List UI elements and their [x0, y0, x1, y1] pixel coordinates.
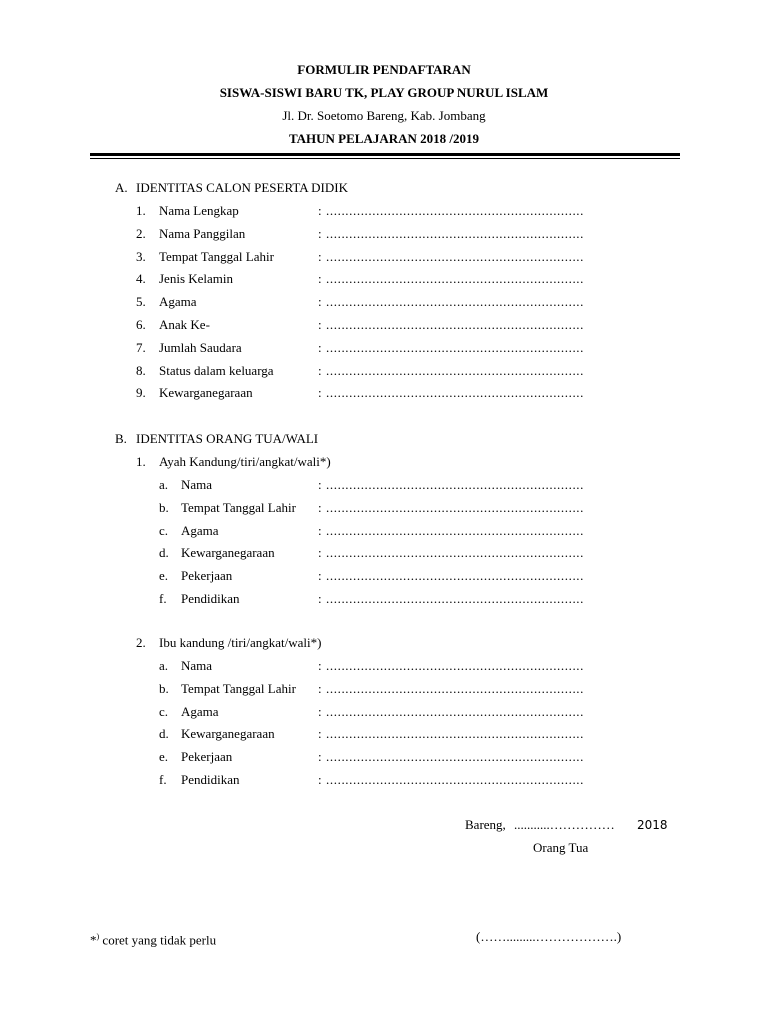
field-label: Agama [181, 522, 219, 538]
field-fill-line[interactable]: : ................................................................... [318, 477, 585, 492]
field-label: Nama [181, 658, 213, 673]
section-a-letter: A. [115, 180, 128, 195]
field-label: Pekerjaan [181, 749, 233, 765]
section-b-letter: B. [115, 431, 127, 446]
field-fill-line[interactable]: : ................................................................... [318, 568, 585, 584]
field-label: Kewarganegaraan [181, 545, 275, 561]
footnote-text: coret yang tidak perlu [99, 932, 217, 948]
field-fill-line[interactable]: : ................................................................... [318, 294, 585, 310]
field-fill-line[interactable]: : ................................................................... [318, 772, 585, 787]
footnote-sup: ) [96, 932, 100, 941]
field-number: 9. [136, 385, 146, 401]
field-number: 2. [136, 225, 146, 241]
field-label: Kewarganegaraan [181, 726, 275, 742]
field-fill-line[interactable]: : ................................................................... [318, 703, 585, 719]
field-fill-line[interactable]: : ................................................................... [318, 248, 585, 264]
field-label: Nama [181, 477, 213, 492]
field-label: Kewarganegaraan [159, 385, 253, 401]
field-label: Pendidikan [181, 591, 240, 606]
mother-title: Ibu kandung /tiri/angkat/wali*) [159, 635, 322, 650]
field-label: Agama [181, 703, 219, 719]
header-divider-thick [90, 153, 680, 156]
field-number: 3. [136, 248, 146, 264]
field-label: Status dalam keluarga [159, 362, 274, 378]
field-number: d. [159, 545, 169, 561]
form-title: FORMULIR PENDAFTARAN [297, 62, 471, 77]
father-title: Ayah Kandung/tiri/angkat/wali*) [159, 454, 331, 469]
mother-number: 2. [136, 635, 146, 650]
field-number: 8. [136, 362, 146, 378]
section-b-title: IDENTITAS ORANG TUA/WALI [136, 431, 319, 446]
field-number: 1. [136, 203, 146, 218]
field-fill-line[interactable]: : ................................................................... [318, 203, 585, 218]
footnote [90, 929, 216, 948]
field-label: Tempat Tanggal Lahir [159, 248, 274, 264]
section-a-title: IDENTITAS CALON PESERTA DIDIK [136, 180, 348, 195]
field-label: Nama Lengkap [159, 203, 239, 218]
field-label: Jenis Kelamin [159, 271, 234, 287]
field-number: 4. [136, 271, 146, 287]
field-number: e. [159, 749, 169, 765]
field-fill-line[interactable]: : ................................................................... [318, 339, 585, 355]
field-fill-line[interactable]: : ................................................................... [318, 362, 585, 378]
field-fill-line[interactable]: : ................................................................... [318, 385, 585, 401]
signature-date-field[interactable]: ...........…………… [514, 817, 615, 832]
field-number: e. [159, 568, 169, 584]
field-fill-line[interactable]: : ................................................................... [318, 680, 585, 696]
field-fill-line[interactable]: : ................................................................... [318, 499, 585, 515]
field-label: Pekerjaan [181, 568, 233, 584]
signature-name-field[interactable]: (…….........……………….) [476, 929, 622, 944]
field-number: f. [159, 772, 167, 787]
field-number: d. [159, 726, 169, 742]
school-address: Jl. Dr. Soetomo Bareng, Kab. Jombang [282, 108, 486, 123]
field-number: 7. [136, 339, 146, 355]
field-label: Jumlah Saudara [159, 339, 242, 355]
field-fill-line[interactable]: : ................................................................... [318, 726, 585, 742]
father-number: 1. [136, 454, 146, 469]
header-divider-thin [90, 158, 680, 159]
footnote-mark: * [90, 932, 97, 948]
academic-year: TAHUN PELAJARAN 2018 /2019 [288, 131, 480, 146]
field-label: Nama Panggilan [159, 225, 246, 241]
school-name: SISWA-SISWI BARU TK, PLAY GROUP NURUL ISLAM [219, 85, 549, 100]
field-number: b. [159, 499, 169, 515]
field-fill-line[interactable]: : ................................................................... [318, 317, 585, 332]
field-fill-line[interactable]: : ................................................................... [318, 591, 585, 606]
field-label: Agama [159, 294, 197, 310]
field-label: Anak Ke- [159, 317, 210, 332]
field-number: 6. [136, 317, 146, 332]
field-number: 5. [136, 294, 146, 310]
signature-place: Bareng, [465, 817, 506, 832]
field-fill-line[interactable]: : ................................................................... [318, 271, 585, 287]
field-fill-line[interactable]: : ................................................................... [318, 545, 585, 561]
field-label: Tempat Tanggal Lahir [181, 680, 296, 696]
field-label: Tempat Tanggal Lahir [181, 499, 296, 515]
field-number: b. [159, 680, 169, 696]
field-number: f. [159, 591, 167, 606]
field-number: c. [159, 703, 169, 719]
field-number: a. [159, 477, 169, 492]
signature-year: 2018 [637, 818, 668, 832]
field-fill-line[interactable]: : ................................................................... [318, 658, 585, 673]
field-fill-line[interactable]: : ................................................................... [318, 522, 585, 538]
field-fill-line[interactable]: : ................................................................... [318, 225, 585, 241]
field-number: a. [159, 658, 169, 673]
field-label: Pendidikan [181, 772, 240, 787]
field-number: c. [159, 522, 169, 538]
signature-role: Orang Tua [533, 840, 589, 855]
field-fill-line[interactable]: : ................................................................... [318, 749, 585, 765]
